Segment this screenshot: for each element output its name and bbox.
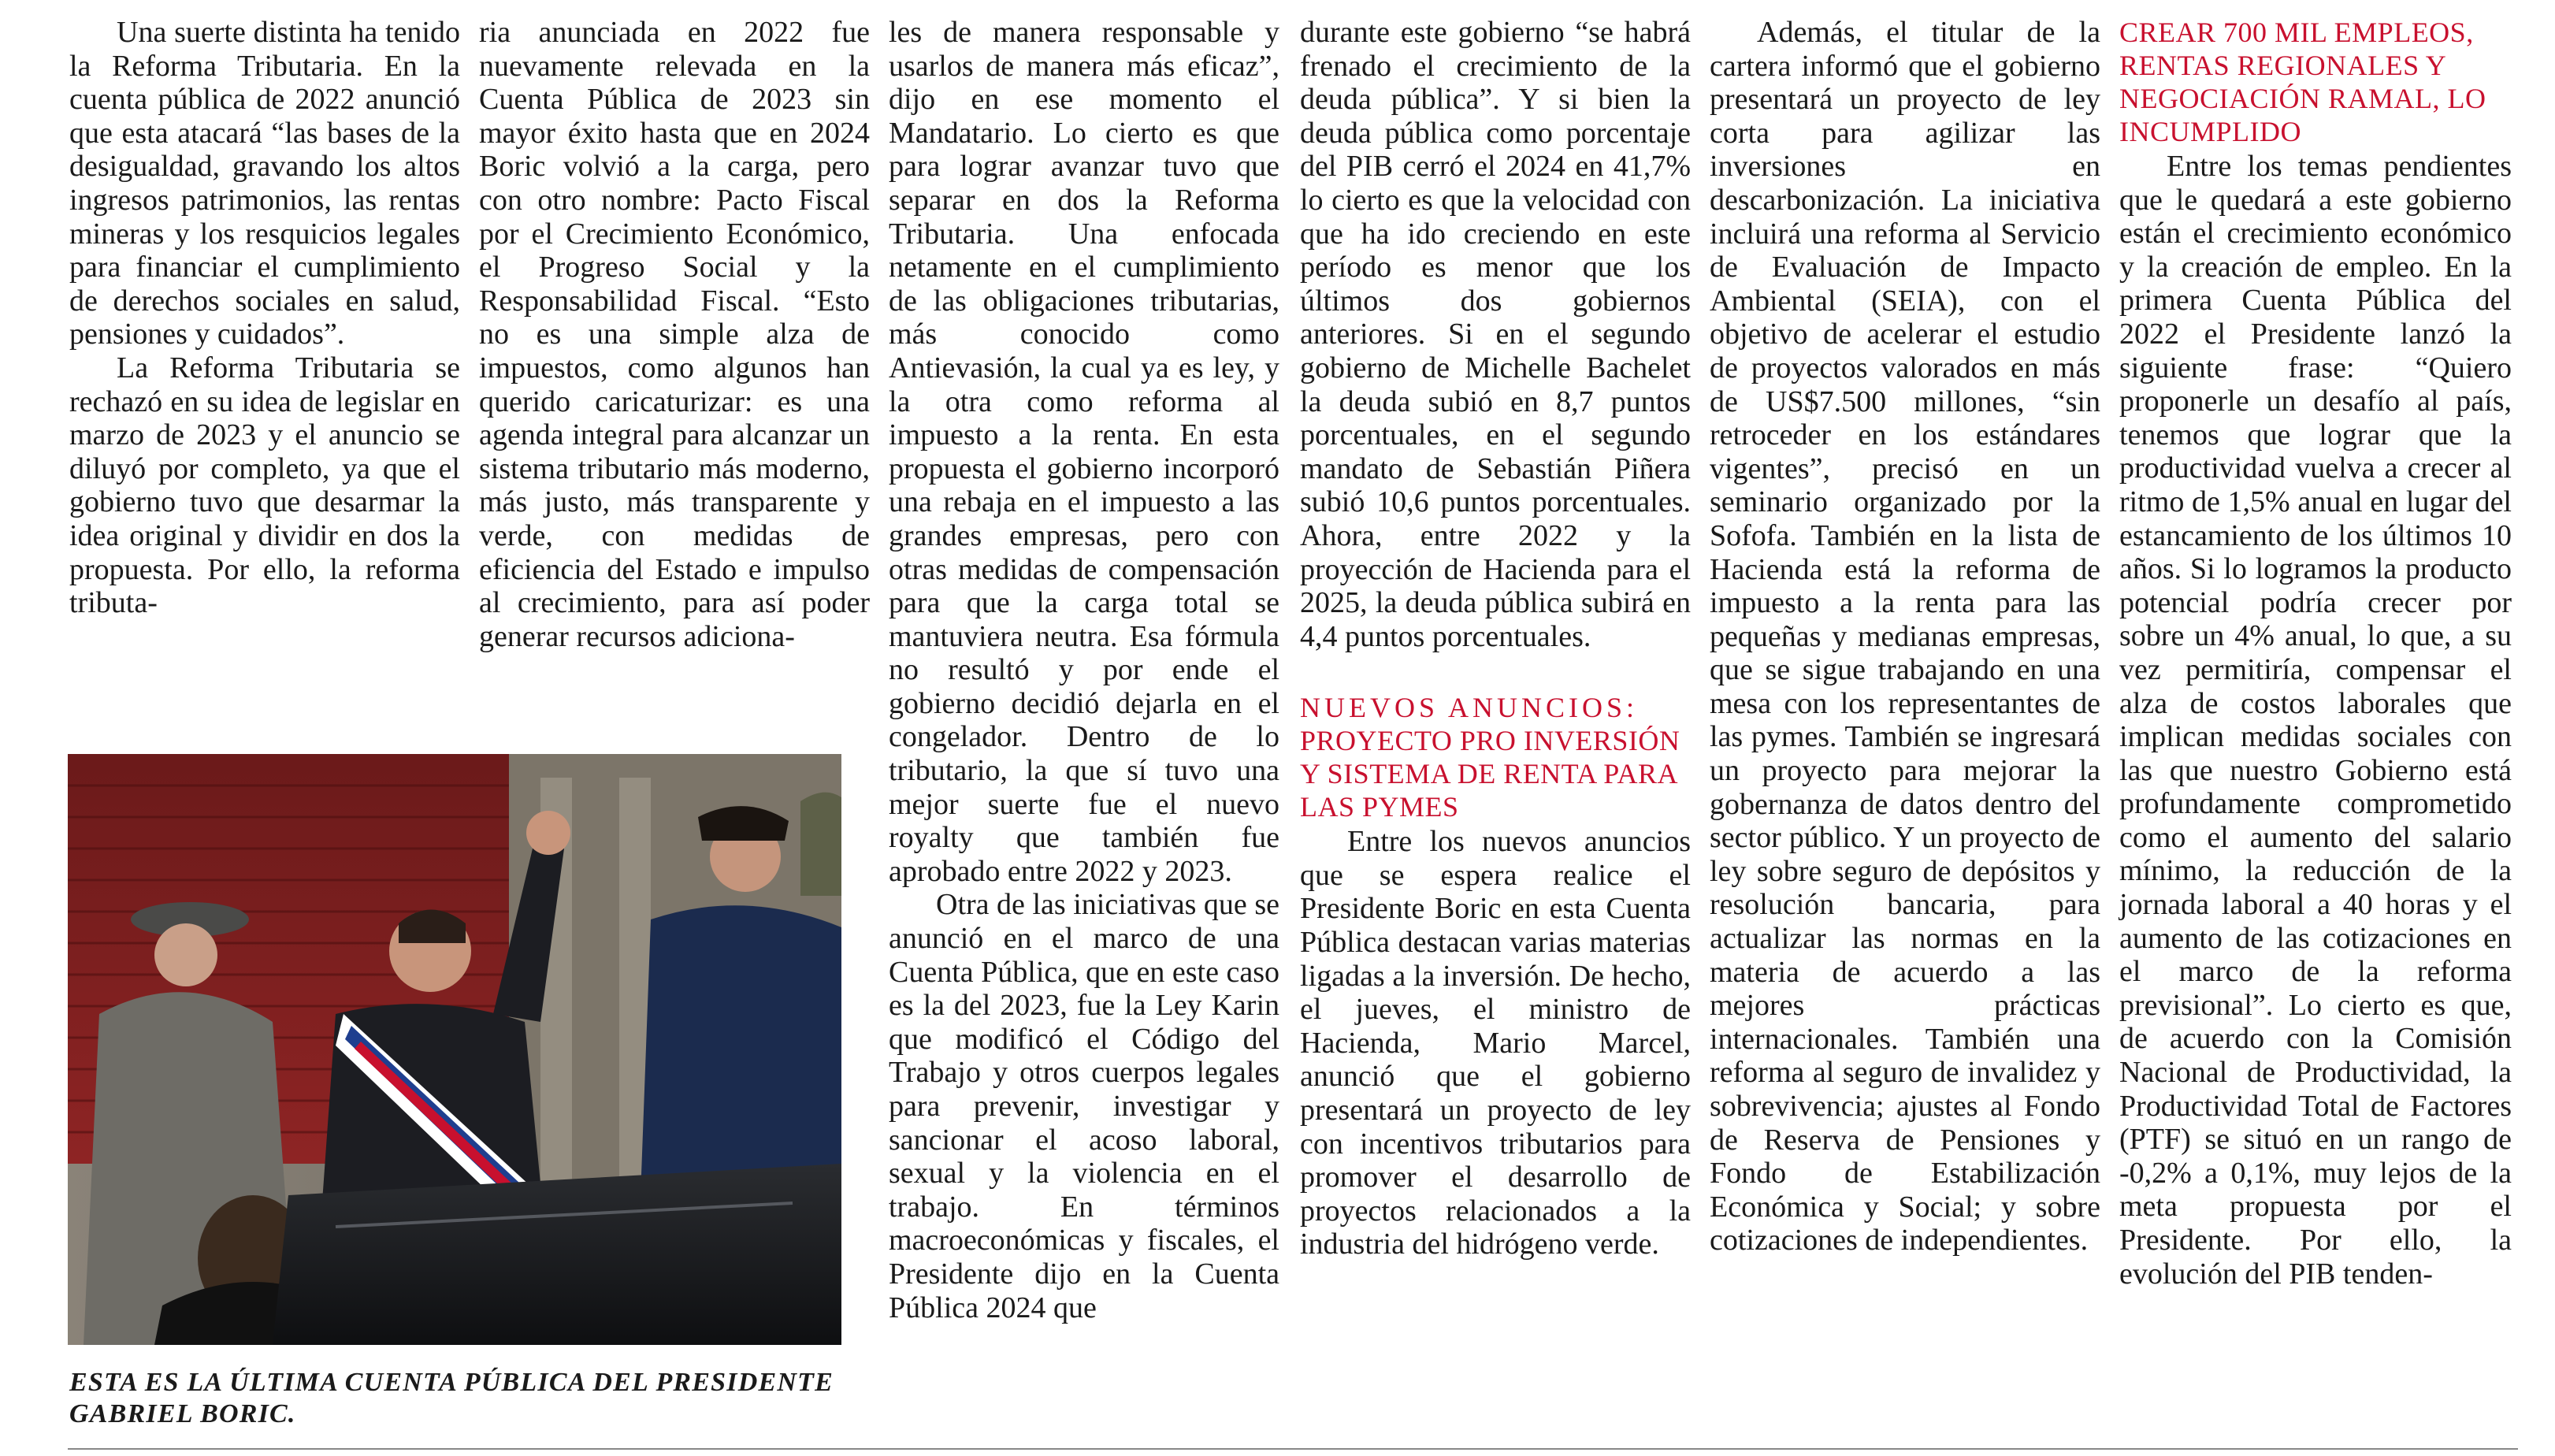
subheading-line: Y SISTEMA DE RENTA PARA [1300, 758, 1679, 790]
bottom-divider [68, 1448, 2518, 1450]
article-paragraph: Una suerte distinta ha tenido la Reforma Tributaria. En la cuenta pública de 2022 anunció que esta atacará “las bases de la desigualdad, gravando los altos ingresos patrimonios, las rentas mineras y los resquicios legales para financiar el cumplimiento de derechos sociales en salud, pensiones y cuidados”. [69, 16, 460, 351]
article-column-3 [889, 16, 1279, 1324]
subheading-line: RENTAS REGIONALES Y [2119, 50, 2447, 81]
article-paragraph: Otra de las iniciativas que se anunció en el marco de una Cuenta Pública, que en este caso es la del 2023, fue la Ley Karin que modificó el Código del Trabajo y otros cuerpos legales para prevenir, investigar y sancionar el acoso laboral, sexual y la violencia en el trabajo. En términos macroeconómicas y fiscales, el Presidente dijo en la Cuenta Pública 2024 que [889, 888, 1279, 1324]
article-paragraph: ria anunciada en 2022 fue nuevamente relevada en la Cuenta Pública de 2023 sin mayor éxito hasta que en 2024 Boric volvió a la carga, pero con otro nombre: Pacto Fiscal por el Crecimiento Económico, el Progreso Social y la Responsabilidad Fiscal. “Esto no es una simple alza de impuestos, como algunos han querido caricaturizar: es una agenda integral para alcanzar un sistema tributario más moderno, más justo, más transparente y verde, con medidas de eficiencia del Estado e impulso al crecimiento, para así poder generar recursos adiciona- [479, 16, 870, 653]
article-paragraph: les de manera responsable y usarlos de manera más eficaz”, dijo en ese momento el Mandatario. Lo cierto es que para lograr avanzar tuvo que separar en dos la Reforma Tributaria. Una enfocada netamente en el cumplimiento de las obligaciones tributarias, más conocido como Antievasión, la cual ya es ley, y la otra como reforma al impuesto a la renta. En esta propuesta el gobierno incorporó una rebaja en el impuesto a las grandes empresas, pero con otras medidas de compensación para que la carga total se mantuviera neutra. Esa fórmula no resultó y por ende el gobierno decidió dejarla en el congelador. Dentro de lo tributario, la que sí tuvo una mejor suerte fue el nuevo royalty que también fue aprobado entre 2022 y 2023. [889, 16, 1279, 888]
article-column-1 [69, 16, 460, 620]
caption-line: ESTA ES LA ÚLTIMA CUENTA PÚBLICA DEL PRESIDENTE [69, 1368, 834, 1397]
article-paragraph: durante este gobierno “se habrá frenado el crecimiento de la deuda pública”. Y si bien la deuda pública como porcentaje del PIB cerró el 2024 en 41,7% lo cierto es que la velocidad con que ha ido creciendo en este período es menor que los últimos dos gobiernos anteriores. Si en el segundo gobierno de Michelle Bachelet la deuda subió en 8,7 puntos porcentuales, en el segundo mandato de Sebastián Piñera subió 10,6 puntos porcentuales. Ahora, entre 2022 y la proyección de Hacienda para el 2025, la deuda pública subirá en 4,4 puntos porcentuales. [1300, 16, 1691, 653]
photo-caption [69, 1367, 849, 1430]
article-paragraph: Entre los temas pendientes que le quedará a este gobierno están el crecimiento económico y la creación de empleo. En la primera Cuenta Pública del 2022 el Presidente lanzó la siguiente frase: “Quiero proponerle un desafío al país, tenemos que lograr que la productividad vuelva a crecer al ritmo de 1,5% anual en lugar del estancamiento de los últimos 10 años. Si lo logramos la producto potencial podría crecer por sobre un 4% anual, lo que, a su vez permitiría, compensar el alza de costos laborales que implican medidas sociales con las que nuestro Gobierno está profundamente comprometido como el aumento del salario mínimo, la reducción de la jornada laboral a 40 horas y el aumento de las cotizaciones en el marco de la reforma previsional”. Lo cierto es que, de acuerdo con la Comisión Nacional de Productividad, la Productividad Total de Factores (PTF) se situó en un rango de -0,2% a 0,1%, muy lejos de la meta propuesta por el Presidente. Por ello, la evolución del PIB tenden- [2119, 150, 2512, 1291]
photo-illustration [68, 754, 841, 1345]
subheading-line: LAS PYMES [1300, 791, 1459, 823]
subheading-line: CREAR 700 MIL EMPLEOS, [2119, 17, 2474, 48]
article-paragraph: Entre los nuevos anuncios que se espera realice el Presidente Boric en esta Cuenta Pública destacan varias materias ligadas a la inversión. De hecho, el jueves, el ministro de Hacienda, Mario Marcel, anunció que el gobierno presentará un proyecto de ley con incentivos tributarios para promover el desarrollo de proyectos relacionados a la industria del hidrógeno verde. [1300, 825, 1691, 1261]
article-column-4 [1300, 16, 1691, 1261]
subheading-line: PROYECTO PRO INVERSIÓN [1300, 725, 1680, 757]
caption-line: GABRIEL BORIC. [69, 1399, 296, 1428]
section-subheading [1300, 691, 1691, 823]
article-paragraph: La Reforma Tributaria se rechazó en su idea de legislar en marzo de 2023 y el anuncio se diluyó por completo, ya que el gobierno tuvo que desarmar la idea original y dividir en dos la propuesta. Por ello, la reforma tributa- [69, 351, 460, 620]
section-subheading [2119, 16, 2512, 148]
news-photo [68, 754, 841, 1345]
subheading-line: NEGOCIACIÓN RAMAL, LO [2119, 83, 2486, 114]
article-column-5 [1710, 16, 2100, 1257]
subheading-line: INCUMPLIDO [2119, 116, 2302, 147]
article-column-6 [2119, 16, 2512, 1291]
article-column-2 [479, 16, 870, 653]
subheading-line: NUEVOS ANUNCIOS: [1300, 692, 1639, 724]
article-paragraph: Además, el titular de la cartera informó que el gobierno presentará un proyecto de ley corta para agilizar las inversiones en descarbonización. La iniciativa incluirá una reforma al Servicio de Evaluación de Impacto Ambiental (SEIA), con el objetivo de acelerar el estudio de proyectos valorados en más de US$7.500 millones, “sin retroceder en los estándares vigentes”, precisó en un seminario organizado por la Sofofa. También en la lista de Hacienda está la reforma de impuesto a la renta para las pequeñas y medianas empresas, que se sigue trabajando en una mesa con los representantes de las pymes. También se ingresará un proyecto para mejorar la gobernanza de datos dentro del sector público. Y un proyecto de ley sobre seguro de depósitos y resolución bancaria, para actualizar las normas en la materia de acuerdo a las mejores prácticas internacionales. También una reforma al seguro de invalidez y sobrevivencia; ajustes al Fondo de Reserva de Pensiones y Fondo de Estabilización Económica y Social; y sobre cotizaciones de independientes. [1710, 16, 2100, 1257]
